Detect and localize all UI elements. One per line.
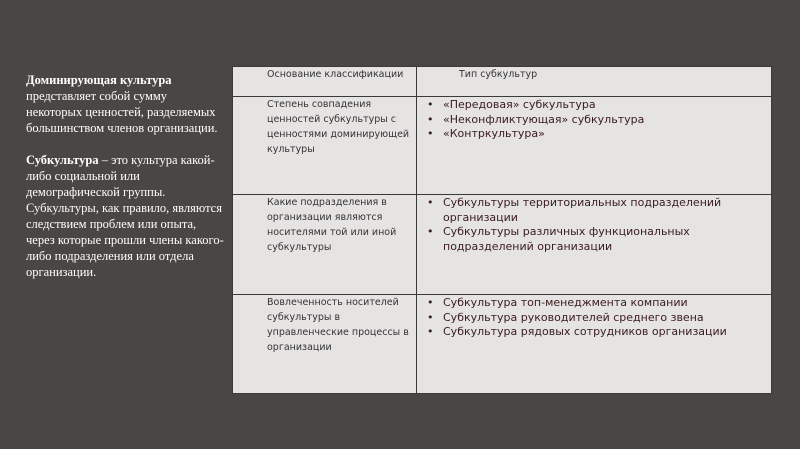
list-item: • «Неконфликтующая» субкультура — [427, 113, 765, 128]
intro-text — [26, 72, 226, 296]
header-types-cell — [417, 67, 772, 97]
dominant-term: Доминирующая культура — [26, 73, 172, 87]
basis-cell: Степень совпадения ценностей субкультуры с ценностями доминирующей культуры — [267, 99, 410, 155]
list-item: • Субкультура топ-менеджмента компании — [427, 296, 765, 311]
table-row — [233, 195, 772, 295]
subculture-definition: – это культура какой-либо социальной или демографической группы. Субкультуры, как правило, являются следствием проблем или опыта, через которые прошли члены какого-либо подразделения или отдела организации. — [26, 153, 224, 279]
table-header-row — [233, 67, 772, 97]
list-item: • Субкультура руководителей среднего звена — [427, 311, 765, 326]
dominant-paragraph — [26, 72, 226, 136]
list-item: • Субкультуры различных функциональных подразделений организации — [427, 225, 765, 254]
header-basis: Основание классификации — [267, 69, 404, 80]
list-item: • «Контркультура» — [427, 127, 765, 142]
list-item: • «Передовая» субкультура — [427, 98, 765, 113]
dominant-definition: представляет собой сумму некоторых ценностей, разделяемых большинством членов организации. — [26, 89, 218, 135]
types-list — [417, 97, 771, 142]
subculture-paragraph — [26, 152, 226, 280]
types-list — [417, 295, 771, 340]
types-list — [417, 195, 771, 254]
table-row — [233, 295, 772, 394]
list-item: • Субкультуры территориальных подразделений организации — [427, 196, 765, 225]
classification-table — [232, 66, 772, 394]
basis-cell: Вовлеченность носителей субкультуры в управленческие процессы в организации — [267, 297, 409, 353]
list-item: • Субкультура рядовых сотрудников организации — [427, 325, 765, 340]
header-types: Тип субкультур — [459, 69, 538, 80]
header-basis-cell — [233, 67, 417, 97]
subculture-term: Субкультура — [26, 153, 99, 167]
basis-cell: Какие подразделения в организации являются носителями той или иной субкультуры — [267, 197, 397, 253]
table-row — [233, 97, 772, 195]
